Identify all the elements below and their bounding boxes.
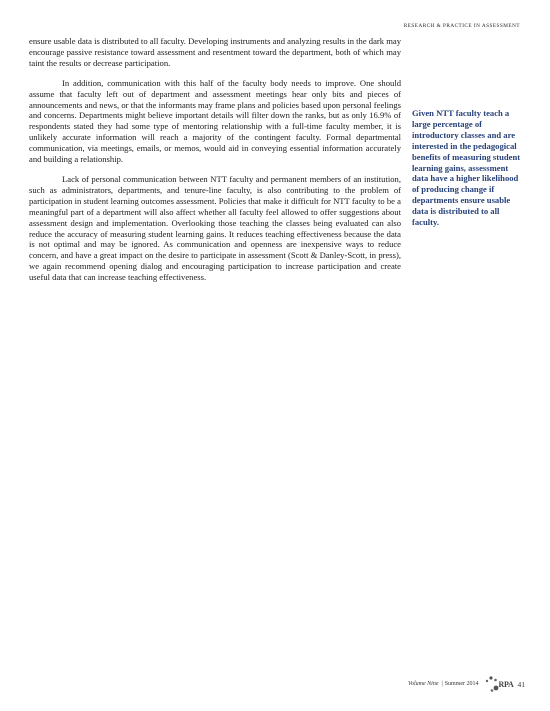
- paragraph: Lack of personal communication between NTT faculty and permanent members of an institution, such as administrators, departments, and tenure-line faculty, is also contributing to the problem of participation in student learning outcomes assessment. Policies that make it difficult for NTT faculty to be a meaningful part of a department will also affect whether all faculty feel allowed to offer suggestions about assessment design and implementation. Overlooking those teaching the classes being evaluated can also reduce the accuracy of measuring student learning gains. It reduces teaching effectiveness because the data is not optimal and may be ignored. As communication and openness are inexpensive ways to reduce concern, and have a great impact on the desire to participate in assessment (Scott & Danley-Scott, in press), we again recommend opening dialog and encouraging participation to increase participation and create useful data that can increase teaching effectiveness.: [29, 173, 401, 283]
- page-footer: [408, 675, 525, 693]
- rpa-logo-icon: [483, 675, 499, 693]
- footer-separator: |: [441, 681, 443, 687]
- running-header: RESEARCH & PRACTICE IN ASSESSMENT: [403, 23, 520, 29]
- paragraph: ensure usable data is distributed to all faculty. Developing instruments and analyzing results in the dark may encourage passive resistance toward assessment and resentment toward the department, both of which may taint the results or decrease participation.: [29, 36, 401, 68]
- logo-text: RPA: [498, 679, 514, 689]
- volume-label: Volume Nine: [408, 681, 439, 687]
- rpa-logo: [483, 675, 514, 693]
- issue-label: Summer 2014: [444, 681, 479, 687]
- article-body: [29, 36, 401, 292]
- paragraph: In addition, communication with this half of the faculty body needs to improve. One should assume that faculty left out of department and assessment meetings hear only bits and pieces of announcements and news, or that the informants may frame plans and policies based upon personal feelings and concerns. Departments might believe important details will filter down the ranks, but as only 16.9% of respondents stated they had some type of mentoring relationship with a full-time faculty member, it is unlikely accurate information will reach a majority of the contingent faculty. Formal departmental communication, via meetings, emails, or memos, would aid in conveying essential information accurately and building a relationship.: [29, 77, 401, 165]
- page-number: 41: [517, 679, 525, 689]
- pull-quote: Given NTT faculty teach a large percentage of introductory classes and are interested in the pedagogical benefits of measuring student learning gains, assessment data have a higher likelihood of producing change if departments ensure usable data is distributed to all faculty.: [412, 108, 521, 228]
